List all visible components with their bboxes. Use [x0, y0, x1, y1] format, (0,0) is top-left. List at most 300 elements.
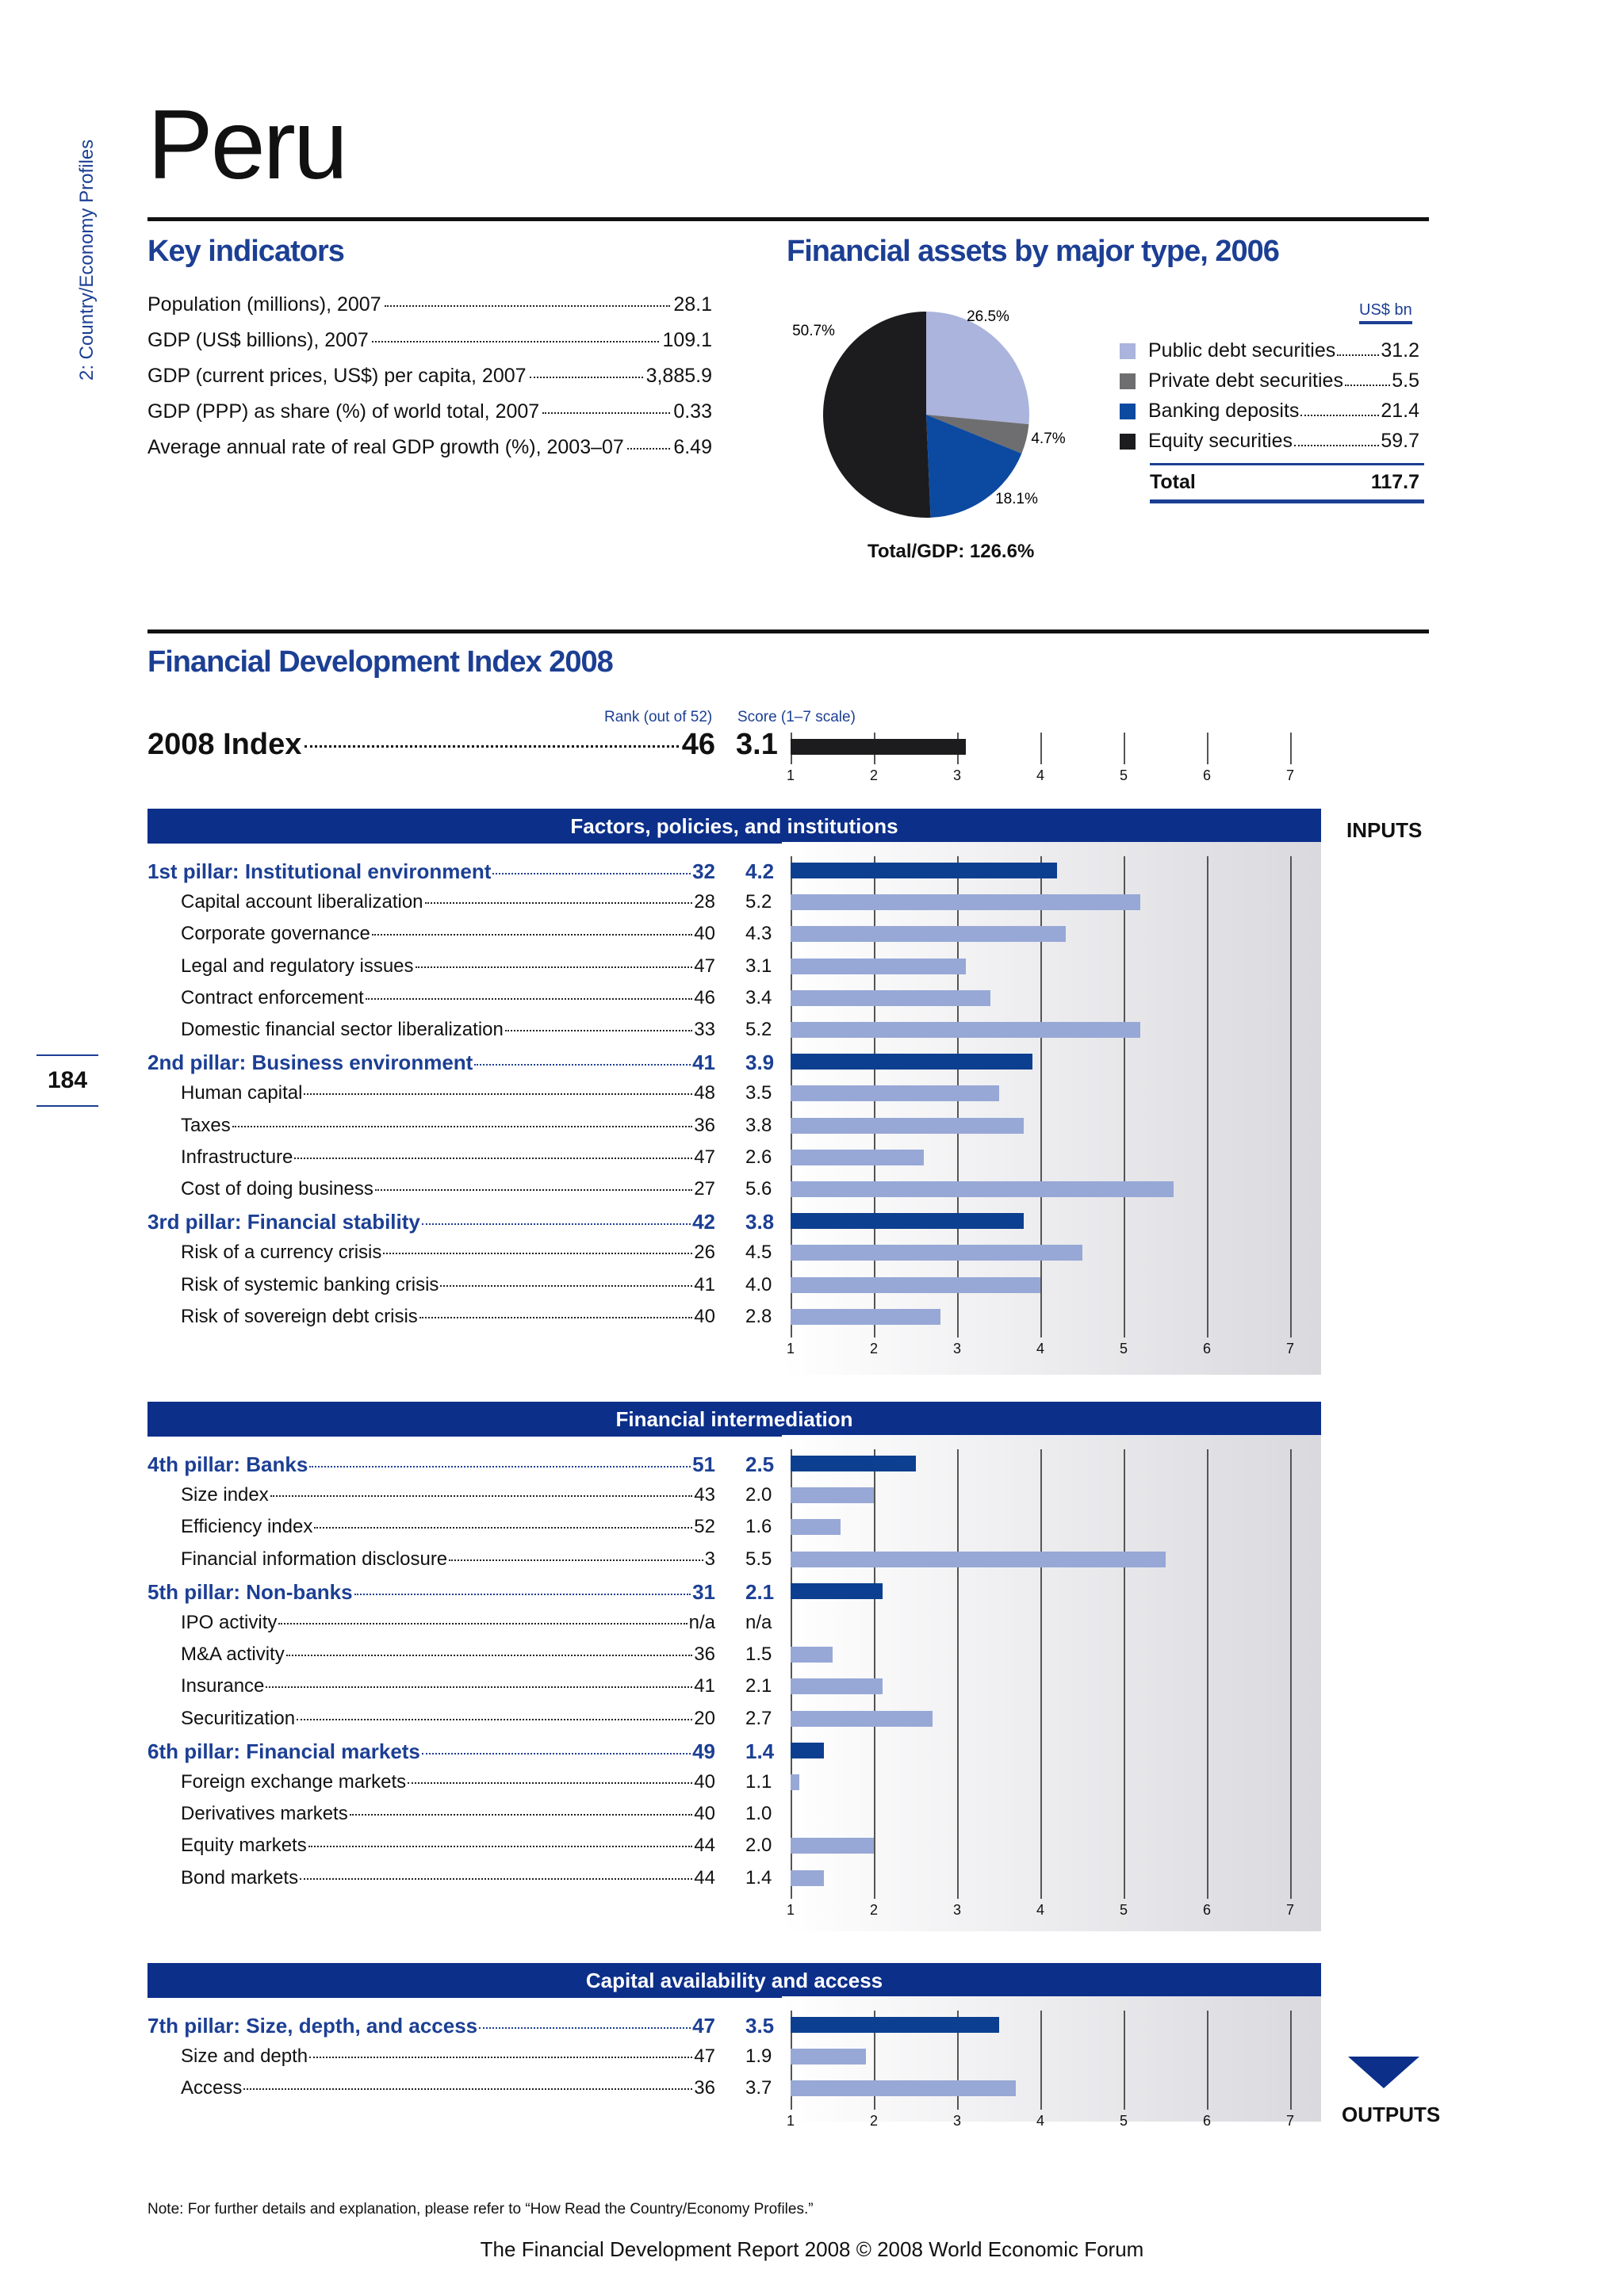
indicator-label: Taxes	[181, 1114, 231, 1136]
total-gdp-label: Total/GDP: 126.6%	[868, 541, 1035, 562]
gridline	[1124, 733, 1125, 764]
pillar-row	[147, 1739, 715, 1770]
axis-tick-label: 1	[786, 1341, 795, 1357]
axis-tick-label: 2	[869, 767, 879, 783]
rank-value: 43	[694, 1484, 715, 1506]
indicator-label: Financial information disclosure	[181, 1548, 448, 1570]
leader-dots	[270, 1495, 693, 1497]
score-value: 2.5	[745, 1452, 775, 1476]
page-number: 184	[36, 1054, 98, 1107]
total-value: 117.7	[1370, 471, 1419, 493]
total-row	[1150, 471, 1419, 494]
leader-dots	[314, 1527, 692, 1529]
indicator-bar	[791, 1487, 874, 1503]
indicator-label: Domestic financial sector liberalization	[181, 1019, 504, 1040]
axis-tick-label: 4	[1036, 2112, 1045, 2129]
indicator-row	[147, 1867, 715, 1897]
leader-dots	[232, 1126, 693, 1127]
score-value: 2.7	[745, 1707, 772, 1729]
score-value: 2.1	[745, 1579, 775, 1604]
indicator-row	[147, 987, 715, 1017]
axis-tick-label: 3	[952, 1901, 962, 1918]
axis-tick-label: 3	[952, 767, 962, 783]
key-indicator-label: Average annual rate of real GDP growth (%), 2003–07	[147, 436, 624, 458]
axis-tick-label: 7	[1285, 1341, 1295, 1357]
rank-value: 41	[692, 1050, 715, 1075]
pillar-row	[147, 1580, 715, 1610]
leader-dots	[1337, 354, 1379, 356]
indicator-label: M&A activity	[181, 1644, 285, 1666]
pillar-row	[147, 1210, 715, 1240]
leader-dots	[1300, 415, 1379, 416]
key-indicator-label: GDP (current prices, US$) per capita, 2007	[147, 365, 527, 387]
leader-dots	[425, 902, 693, 904]
fdi-heading: Financial Development Index 2008	[147, 645, 613, 679]
score-value: 1.6	[745, 1516, 772, 1538]
rank-value: 36	[694, 1114, 715, 1136]
indicator-label: Size index	[181, 1484, 269, 1506]
pie-slice-label: 50.7%	[792, 323, 835, 339]
leader-dots	[294, 1158, 692, 1159]
axis-tick-label: 3	[952, 2112, 962, 2129]
score-value: 1.4	[745, 1866, 772, 1888]
indicator-bar	[791, 1519, 841, 1535]
indicator-bar	[791, 2049, 866, 2064]
leader-dots	[350, 1814, 693, 1816]
legend-value: 5.5	[1392, 369, 1419, 392]
leader-dots	[354, 1594, 691, 1595]
leader-dots	[422, 1753, 691, 1755]
index-score: 3.1	[736, 728, 778, 761]
key-indicator-value: 28.1	[673, 293, 712, 316]
rank-value: 41	[694, 1675, 715, 1697]
total-label: Total	[1150, 471, 1196, 493]
rank-value: 3	[704, 1548, 715, 1570]
indicator-label: Human capital	[181, 1082, 303, 1104]
gridline	[1290, 856, 1292, 1337]
gridline	[1207, 733, 1208, 764]
key-indicators-heading: Key indicators	[147, 235, 344, 268]
total-rule-bottom	[1150, 499, 1424, 503]
financial-assets-heading: Financial assets by major type, 2006	[787, 235, 1279, 268]
axis-tick-label: 4	[1036, 1341, 1045, 1357]
score-value: 3.9	[745, 1050, 775, 1075]
leader-dots	[474, 1064, 691, 1066]
key-indicator-value: 0.33	[673, 400, 712, 423]
pillar-label: 6th pillar: Financial markets	[147, 1739, 420, 1763]
pie-slice-label: 4.7%	[1031, 430, 1066, 447]
score-value: 2.8	[745, 1305, 772, 1327]
axis-tick-label: 4	[1036, 767, 1045, 783]
leader-dots	[1345, 385, 1390, 386]
score-value: 5.2	[745, 1019, 772, 1040]
rank-value: 40	[694, 1771, 715, 1793]
pie-slice	[823, 312, 931, 518]
gridline	[874, 1449, 875, 1899]
leader-dots	[308, 1846, 693, 1847]
legend-value: 31.2	[1381, 339, 1419, 362]
rank-value: 28	[694, 891, 715, 913]
indicator-row	[147, 1675, 715, 1705]
key-indicator-row	[147, 293, 712, 316]
indicator-label: Risk of a currency crisis	[181, 1242, 382, 1264]
score-value: 4.0	[745, 1273, 772, 1295]
indicator-row	[147, 1644, 715, 1674]
footer: The Financial Development Report 2008 © 2008 World Economic Forum	[480, 2237, 1144, 2261]
score-value: 4.3	[745, 923, 772, 945]
axis-tick-label: 6	[1202, 1341, 1212, 1357]
gridline	[1040, 1449, 1042, 1899]
indicator-row	[147, 1019, 715, 1049]
leader-dots	[243, 2088, 692, 2090]
gridline	[1124, 856, 1125, 1337]
gridline	[1207, 1449, 1208, 1899]
key-indicator-label: GDP (PPP) as share (%) of world total, 2007	[147, 400, 540, 423]
indicator-bar	[791, 1181, 1174, 1197]
rank-value: 48	[694, 1082, 715, 1104]
indicator-bar	[791, 1711, 933, 1727]
leader-dots	[492, 873, 691, 874]
rank-value: 33	[694, 1019, 715, 1040]
rank-value: n/a	[688, 1612, 715, 1633]
pillar-bar	[791, 1213, 1024, 1229]
gridline	[1207, 2011, 1208, 2110]
indicator-row	[147, 1835, 715, 1865]
pillar-row	[147, 859, 715, 890]
key-indicator-value: 3,885.9	[645, 365, 712, 387]
pillar-label: 7th pillar: Size, depth, and access	[147, 2014, 478, 2038]
indicator-label: Efficiency index	[181, 1516, 313, 1538]
rank-value: 32	[692, 859, 715, 883]
rank-value: 47	[694, 2045, 715, 2068]
axis-tick-label: 1	[786, 767, 795, 783]
indicator-label: Securitization	[181, 1707, 296, 1729]
rank-header: Rank (out of 52)	[604, 709, 713, 725]
total-rule-top	[1150, 463, 1424, 465]
pillar-label: 2nd pillar: Business environment	[147, 1050, 473, 1075]
score-value: 3.7	[745, 2077, 772, 2099]
axis-tick-label: 5	[1119, 1901, 1128, 1918]
rank-value: 40	[694, 1305, 715, 1327]
indicator-bar	[791, 2080, 1016, 2096]
rank-value: 41	[694, 1273, 715, 1295]
indicator-bar	[791, 1838, 874, 1854]
axis-tick-label: 6	[1202, 1901, 1212, 1918]
leader-dots	[422, 1223, 691, 1225]
leader-dots	[542, 412, 670, 414]
legend-item	[1120, 339, 1419, 362]
indicator-row	[147, 1082, 715, 1112]
chart-panel	[782, 842, 1321, 1375]
indicator-bar	[791, 1309, 940, 1325]
leader-dots	[416, 966, 693, 968]
legend-swatch	[1120, 404, 1136, 419]
indicator-label: Risk of systemic banking crisis	[181, 1273, 439, 1295]
legend-label: Public debt securities	[1148, 339, 1336, 362]
gridline	[1040, 2011, 1042, 2110]
leader-dots	[449, 1559, 703, 1561]
legend-value: 59.7	[1381, 430, 1419, 452]
pillar-bar	[791, 863, 1057, 878]
rank-value: 27	[694, 1178, 715, 1200]
legend-swatch	[1120, 343, 1136, 359]
pillar-bar	[791, 1583, 883, 1599]
leader-dots	[304, 1093, 692, 1095]
indicator-bar	[791, 1118, 1024, 1134]
key-indicator-row	[147, 365, 712, 388]
score-value: 2.1	[745, 1675, 772, 1697]
score-header: Score (1–7 scale)	[737, 709, 856, 725]
axis-tick-label: 5	[1119, 767, 1128, 783]
section-header: Financial intermediation	[147, 1402, 1321, 1437]
score-value: 1.4	[745, 1739, 775, 1763]
gridline	[957, 1449, 959, 1899]
legend-label: Equity securities	[1148, 430, 1293, 452]
axis-tick-label: 2	[869, 1901, 879, 1918]
indicator-row	[147, 891, 715, 921]
legend-item	[1120, 400, 1419, 423]
rank-value: 47	[694, 955, 715, 977]
legend-item	[1120, 430, 1419, 453]
legend-swatch	[1120, 373, 1136, 389]
score-value: 3.1	[745, 955, 772, 977]
score-value: 5.6	[745, 1178, 772, 1200]
section-header: Capital availability and access	[147, 1963, 1321, 1998]
leader-dots	[309, 2057, 692, 2058]
score-value: 1.1	[745, 1771, 772, 1793]
rank-value: 36	[694, 1644, 715, 1666]
indicator-bar	[791, 1150, 924, 1165]
legend-swatch	[1120, 434, 1136, 450]
score-value: 2.0	[745, 1484, 772, 1506]
mid-rule	[147, 629, 1429, 633]
leader-dots	[372, 934, 692, 936]
rank-value: 47	[694, 1146, 715, 1168]
indicator-label: Foreign exchange markets	[181, 1771, 407, 1793]
indicator-label: IPO activity	[181, 1612, 278, 1633]
pie-slice-label: 18.1%	[995, 491, 1038, 507]
indicator-label: Legal and regulatory issues	[181, 955, 414, 977]
indicator-label: Insurance	[181, 1675, 265, 1697]
indicator-bar	[791, 1774, 799, 1790]
gridline	[1124, 1449, 1125, 1899]
indicator-row	[147, 1115, 715, 1145]
note: Note: For further details and explanation, please refer to “How Read the Country/Economy Profiles.”	[147, 2201, 814, 2218]
pillar-label: 5th pillar: Non-banks	[147, 1579, 353, 1604]
leader-dots	[266, 1686, 692, 1688]
axis-tick-label: 1	[786, 1901, 795, 1918]
pie-slice-label: 26.5%	[967, 308, 1009, 325]
inputs-label: INPUTS	[1346, 818, 1423, 842]
indicator-row	[147, 1612, 715, 1642]
leader-dots	[375, 1189, 692, 1191]
index-bar	[791, 739, 966, 755]
leader-dots	[530, 377, 643, 378]
rank-value: 44	[694, 1835, 715, 1857]
page-title: Peru	[147, 90, 346, 200]
axis-tick-label: 2	[869, 2112, 879, 2129]
indicator-bar	[791, 990, 990, 1006]
indicator-bar	[791, 1022, 1140, 1038]
score-value: 5.2	[745, 891, 772, 913]
rank-value: 26	[694, 1242, 715, 1264]
leader-dots	[300, 1878, 692, 1880]
indicator-label: Equity markets	[181, 1835, 307, 1857]
indicator-label: Derivatives markets	[181, 1803, 348, 1825]
axis-tick-label: 4	[1036, 1901, 1045, 1918]
index-rank: 46	[681, 728, 715, 761]
indicator-bar	[791, 926, 1066, 942]
leader-dots	[627, 448, 670, 450]
key-indicator-label: GDP (US$ billions), 2007	[147, 329, 369, 351]
section-side-label: 2: Country/Economy Profiles	[76, 139, 98, 381]
legend-item	[1120, 369, 1419, 392]
index-dots	[304, 745, 678, 748]
rank-value: 51	[692, 1452, 715, 1476]
leader-dots	[440, 1285, 692, 1287]
score-value: 2.0	[745, 1835, 772, 1857]
axis-tick-label: 6	[1202, 767, 1212, 783]
leader-dots	[419, 1317, 693, 1318]
gridline	[1124, 2011, 1125, 2110]
top-rule	[147, 217, 1429, 221]
section-header: Factors, policies, and institutions	[147, 809, 1321, 844]
pillar-row	[147, 1050, 715, 1081]
indicator-row	[147, 1274, 715, 1304]
score-value: 4.2	[745, 859, 775, 883]
indicator-row	[147, 1484, 715, 1514]
rank-value: 49	[692, 1739, 715, 1763]
score-value: 3.5	[745, 2014, 775, 2038]
score-value: 1.9	[745, 2045, 772, 2068]
indicator-row	[147, 1803, 715, 1833]
axis-tick-label: 7	[1285, 2112, 1295, 2129]
indicator-label: Access	[181, 2077, 243, 2099]
indicator-bar	[791, 1277, 1040, 1293]
score-value: n/a	[745, 1612, 772, 1633]
indicator-label: Infrastructure	[181, 1146, 293, 1168]
leader-dots	[372, 341, 660, 342]
unit-label: US$ bn	[1359, 301, 1412, 324]
leader-dots	[297, 1719, 692, 1720]
pillar-row	[147, 2014, 715, 2044]
indicator-row	[147, 923, 715, 953]
leader-dots	[366, 998, 693, 1000]
indicator-row	[147, 1516, 715, 1546]
pillar-label: 3rd pillar: Financial stability	[147, 1210, 420, 1234]
indicator-label: Bond markets	[181, 1866, 299, 1888]
indicator-label: Capital account liberalization	[181, 891, 423, 913]
score-value: 3.4	[745, 986, 772, 1008]
indicator-bar	[791, 1245, 1082, 1261]
leader-dots	[408, 1782, 692, 1784]
indicator-label: Size and depth	[181, 2045, 308, 2068]
pillar-bar	[791, 1456, 916, 1471]
rank-value: 36	[694, 2077, 715, 2099]
rank-value: 40	[694, 1803, 715, 1825]
legend-label: Private debt securities	[1148, 369, 1343, 392]
index-row	[147, 728, 715, 762]
indicator-row	[147, 1178, 715, 1208]
leader-dots	[385, 305, 671, 307]
gridline	[1290, 733, 1292, 764]
financial-assets-pie	[785, 300, 1071, 530]
leader-dots	[505, 1030, 692, 1031]
key-indicator-label: Population (millions), 2007	[147, 293, 381, 316]
leader-dots	[1294, 445, 1379, 446]
axis-tick-label: 5	[1119, 1341, 1128, 1357]
leader-dots	[383, 1253, 692, 1254]
pie-slice	[926, 312, 1029, 424]
indicator-bar	[791, 1552, 1166, 1567]
indicator-bar	[791, 959, 966, 974]
indicator-row	[147, 1242, 715, 1272]
indicator-label: Cost of doing business	[181, 1178, 373, 1200]
gridline	[1290, 2011, 1292, 2110]
indicator-row	[147, 1771, 715, 1801]
indicator-row	[147, 2077, 715, 2107]
rank-value: 52	[694, 1516, 715, 1538]
score-value: 3.8	[745, 1114, 772, 1136]
key-indicator-value: 109.1	[662, 329, 712, 351]
leader-dots	[479, 2027, 691, 2029]
indicator-row	[147, 2045, 715, 2076]
axis-tick-label: 5	[1119, 2112, 1128, 2129]
indicator-label: Risk of sovereign debt crisis	[181, 1305, 418, 1327]
pillar-label: 4th pillar: Banks	[147, 1452, 308, 1476]
gridline	[1207, 856, 1208, 1337]
score-value: 5.5	[745, 1548, 772, 1570]
key-indicator-row	[147, 400, 712, 423]
rank-value: 42	[692, 1210, 715, 1234]
index-label: 2008 Index	[147, 728, 302, 761]
indicator-row	[147, 1708, 715, 1738]
pillar-row	[147, 1452, 715, 1483]
indicator-label: Contract enforcement	[181, 986, 364, 1008]
indicator-bar	[791, 1678, 883, 1694]
indicator-bar	[791, 1085, 999, 1101]
indicator-row	[147, 1548, 715, 1578]
pillar-bar	[791, 2017, 999, 2033]
gridline	[1290, 1449, 1292, 1899]
pillar-bar	[791, 1743, 824, 1758]
score-value: 3.8	[745, 1210, 775, 1234]
rank-value: 44	[694, 1866, 715, 1888]
score-value: 1.0	[745, 1803, 772, 1825]
score-value: 3.5	[745, 1082, 772, 1104]
rank-value: 20	[694, 1707, 715, 1729]
indicator-bar	[791, 894, 1140, 910]
key-indicator-row	[147, 436, 712, 459]
axis-tick-label: 1	[786, 2112, 795, 2129]
pillar-bar	[791, 1054, 1032, 1070]
indicator-row	[147, 955, 715, 985]
outputs-label: OUTPUTS	[1342, 2103, 1441, 2126]
indicator-row	[147, 1306, 715, 1336]
axis-tick-label: 7	[1285, 767, 1295, 783]
indicator-bar	[791, 1870, 824, 1886]
legend-value: 21.4	[1381, 400, 1419, 422]
indicator-bar	[791, 1647, 833, 1663]
axis-tick-label: 3	[952, 1341, 962, 1357]
rank-value: 31	[692, 1579, 715, 1604]
outputs-arrow-icon	[1348, 2057, 1419, 2090]
axis-tick-label: 6	[1202, 2112, 1212, 2129]
score-value: 4.5	[745, 1242, 772, 1264]
axis-tick-label: 2	[869, 1341, 879, 1357]
leader-dots	[309, 1466, 691, 1468]
gridline	[1040, 733, 1042, 764]
